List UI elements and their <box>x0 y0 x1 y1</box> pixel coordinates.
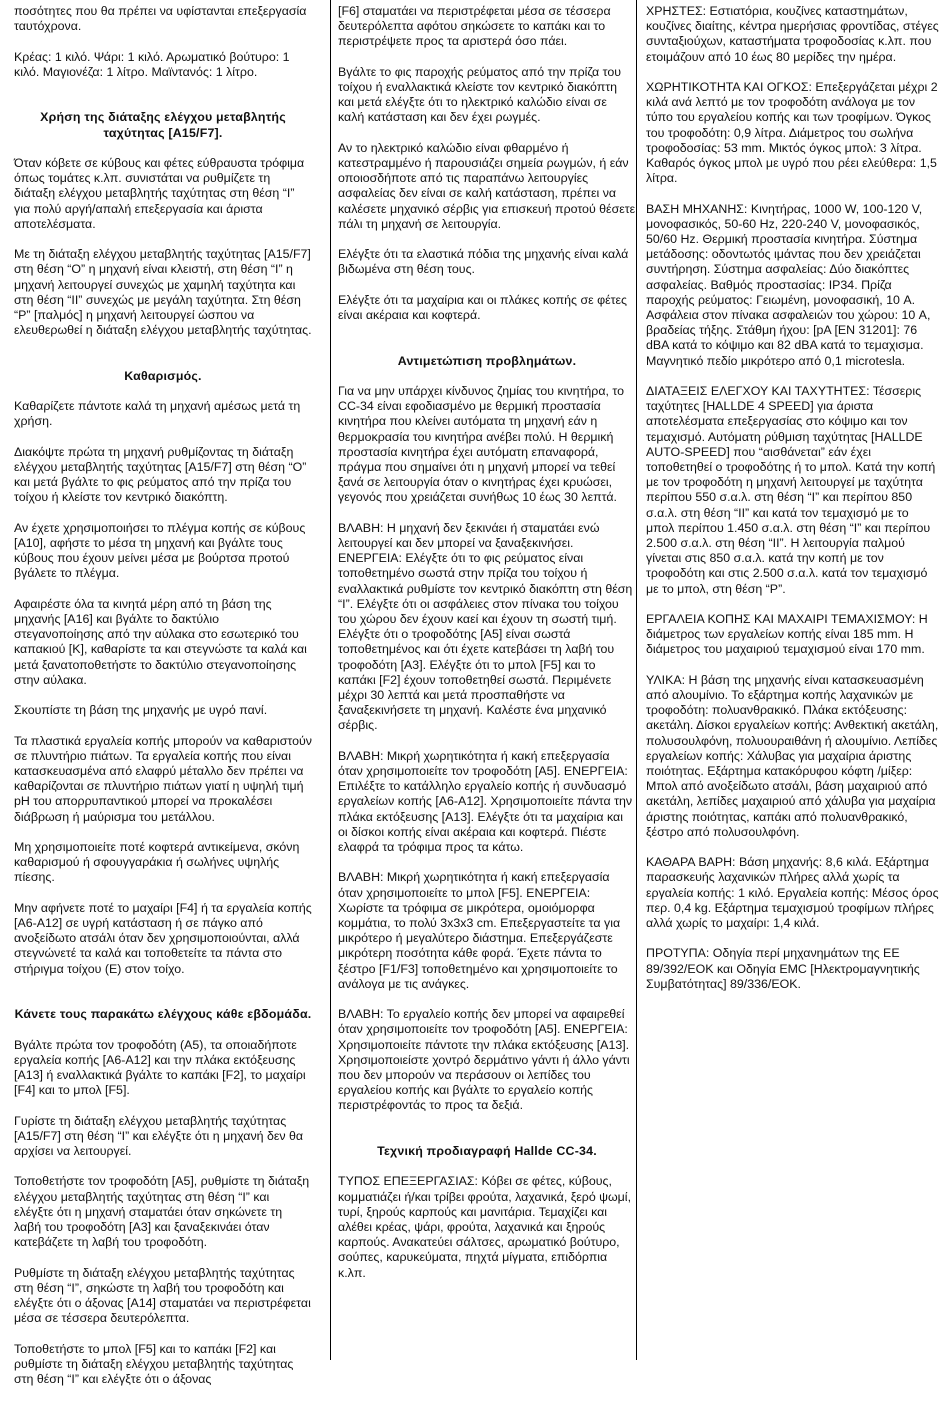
paragraph: ΠΡΟΤΥΠΑ: Οδηγία περί μηχανημάτων της ΕΕ 89/392/ΕΟΚ και Οδηγία EMC [Ηλεκτρομαγνητικής Συμβατότητας] 89/336/ΕΟΚ. <box>646 946 920 991</box>
paragraph: Ρυθμίστε τη διάταξη ελέγχου μεταβλητής ταχύτητας στη θέση “I”, σηκώστε τη λαβή του τροφοδότη και ελέγξτε ότι ο άξονας [A14] σταματάει να περιστρέφεται μέσα σε τέσσερα δευτερόλεπτα. <box>14 1265 311 1326</box>
paragraph: ΕΡΓΑΛΕΙΑ ΚΟΠΗΣ ΚΑΙ ΜΑΧΑΙΡΙ ΤΕΜΑΧΙΣΜΟΥ: Η διάμετρος των εργαλείων κοπής είναι 185 mm. Η διάμετρος του μαχαιριού τεμαχισμού είναι 170 mm. <box>646 612 928 657</box>
section-heading: Καθαρισμός. <box>124 368 202 383</box>
paragraph: ΒΑΣΗ ΜΗΧΑΝΗΣ: Κινητήρας, 1000 W, 100-120 V, μονοφασικός, 50-60 Hz, 220-240 V, μονοφασικός, 50/60 Hz. Θερμική προστασία κινητήρα. Σύστημα μετάδοσης: οδοντωτός ιμάντας που δεν χρειάζεται συντήρηση. Σύστημα ασφαλείας: Δύο διακόπτες ασφαλείας. Βαθμός προστασίας: IP34. Πρίζα παροχής ρεύματος: Γειωμένη, μονοφασική, 10 A. Ασφάλεια στον πίνακα ασφαλειών του χώρου: 10 A, βραδείας τήξης. Στάθμη ήχου: [pA [EN 31201]: 76 dBA κατά το κόψιμο και 82 dBA κατά το τεμαχισμα. Μαγνητικό πεδίο μικρότερο από 0,1 microtesla. <box>646 201 931 368</box>
section-spacer <box>338 338 636 353</box>
section-heading: Αντιμετώπιση προβλημάτων. <box>397 353 577 368</box>
paragraph: Γυρίστε τη διάταξη ελέγχου μεταβλητής ταχύτητας [A15/F7] στη θέση “I” και ελέγξτε ότι η μηχανή δεν θα αρχίσει να λειτουργεί. <box>14 1113 304 1158</box>
paragraph: Με τη διάταξη ελέγχου μεταβλητής ταχύτητας [A15/F7] στη θέση “O” η μηχανή είναι κλειστή, στη θέση “I” η μηχανή λειτουργεί συνεχώς με χαμηλή ταχύτητα και στη θέση “II” συνεχώς με μεγάλη ταχύτητα. Στη θέση “P” [παλμός] η μηχανή λειτουργεί ώσπου να ελευθερωθεί η διάταξη ελέγχου μεταβλητής ταχύτητας. <box>14 247 312 338</box>
paragraph: Αφαιρέστε όλα τα κινητά μέρη από τη βάση της μηχανής [A16] και βγάλτε το δακτύλιο στεγανοποίησης από την αύλακα στο εσωτερικό του καπακιού [K], καθαρίστε τα και στεγνώστε τα καλά και μετά ξανατοποθετήστε το δακτύλιο στεγανοποίησης στην αύλακα. <box>14 596 307 687</box>
column-divider <box>330 0 331 1360</box>
paragraph: ΧΩΡΗΤΙΚΟΤΗΤΑ ΚΑΙ ΟΓΚΟΣ: Επεξεργάζεται μέχρι 2 κιλά ανά λεπτό με τον τροφοδότη ανάλογα με τον τύπο του εργαλείου κοπής και των τροφίμων. Όγκος του τροφοδότη: 0,9 λίτρα. Διάμετρος του σωλήνα τροφοδοσίας: 53 mm. Μικτός όγκος μπολ: 3 λίτρα. Καθαρός όγκος μπολ με υγρό που ρέει ελεύθερα: 1,5 λίτρα. <box>646 80 938 186</box>
paragraph: Βγάλτε το φις παροχής ρεύματος από την πρίζα του τοίχου ή εναλλακτικά κλείστε τον κεντρικό διακόπτη και μετά ελέγξτε ότι το ηλεκτρικό καλώδιο είναι σε καλή κατάσταση και δεν έχει ρωγμές. <box>338 64 622 125</box>
document-page <box>14 0 940 1386</box>
paragraph: ΔΙΑΤΑΞΕΙΣ ΕΛΕΓΧΟΥ ΚΑΙ ΤΑΧΥΤΗΤΕΣ: Τέσσερις ταχύτητες [HALLDE 4 SPEED] για άριστα αποτελέσματα επεξεργασίας στο κόψιμο και τον τεμαχισμό. Αυτόματη ρύθμιση ταχύτητας [HALLDE AUTO-SPEED] που “αισθάνεται” εάν έχει τοποθετηθεί ο τροφοδότης ή το μπολ. Κατά την κοπή με τον τροφοδότη η μηχανή λειτουργεί με ταχύτητα περίπου 550 σ.α.λ. στη θέση “I” και περίπου 850 σ.α.λ. στη θέση “II” και κατά τον τεμαχισμό με το μπολ περίπου 1.450 σ.α.λ. στη θέση “I” και περίπου 2.500 σ.α.λ. στη θέση “II”. Η λειτουργία παλμού γίνεται στις 850 σ.α.λ. κατά την κοπή με τον τροφοδότη και στις 2.500 σ.α.λ. κατά τον τεμαχισμό με το μπολ, στη θέση “P”. <box>646 384 936 596</box>
paragraph: Για να μην υπάρχει κίνδυνος ζημίας του κινητήρα, το CC-34 είναι εφοδιασμένο με θερμική προστασία κινητήρα που κλείνει αυτόματα τη μηχανή εάν η θερμοκρασία του κινητήρα ανέβει πολύ. Η θερμική προστασία κινητήρα έχει αυτόματη επαναφορά, πράγμα που σημαίνει ότι η μηχανή μπορεί να τεθεί ξανά σε λειτουργία όταν ο κινητήρας έχει κρυώσει, γεγονός που χρειάζεται συνήθως 10 έως 30 λεπτά. <box>338 383 624 505</box>
section-spacer <box>338 1129 636 1144</box>
paragraph: Ελέγξτε ότι τα μαχαίρια και οι πλάκες κοπής σε φέτες είναι ακέραια και κοφτερά. <box>338 292 628 322</box>
paragraph: ποσότητες που θα πρέπει να υφίστανται επεξεργασία ταυτόχρονα. <box>14 4 307 34</box>
column-left <box>14 4 312 1402</box>
paragraph: [F6] σταματάει να περιστρέφεται μέσα σε τέσσερα δευτερόλεπτα αφότου σηκώσετε το καπάκι και το περιστρέψετε προς τα αριστερά όσο πάει. <box>338 4 611 49</box>
paragraph: Σκουπίστε τη βάση της μηχανής με υγρό πανί. <box>14 703 268 718</box>
paragraph: Ελέγξτε ότι τα ελαστικά πόδια της μηχανής είναι καλά βιδωμένα στη θέση τους. <box>338 247 629 277</box>
paragraph: Κρέας: 1 κιλό. Ψάρι: 1 κιλό. Αρωματικό βούτυρο: 1 κιλό. Μαγιονέζα: 1 λίτρο. Μαϊντανός: 1 λίτρο. <box>14 49 290 79</box>
paragraph: ΥΛΙΚΑ: Η βάση της μηχανής είναι κατασκευασμένη από αλουμίνιο. Το εξάρτημα κοπής λαχανικών με τροφοδότη: πολυανθρακικό. Πλάκα εκτόξευσης: ακετάλη. Δίσκοι εργαλείων κοπής: Ανθεκτική ακετάλη, πολυσουλφόνη, πολυουραιθάνη ή αλουμίνιο. Λεπίδες εργαλείων κοπής: Χάλυβας για μαχαίρια άριστης ποιότητας. Εξάρτημα κατακόρυφου κόφτη /μίξερ: Μπολ από ανοξείδωτο ατσάλι, βάση μαχαιριού από ακετάλη, λεπίδες μαχαιριού από χάλυβα για μαχαίρια άριστης ποιότητας, καπάκι από πολυανθρακικό, ξέστρο από πολυσουλφόνη. <box>646 672 939 839</box>
paragraph: ΤΥΠΟΣ ΕΠΕΞΕΡΓΑΣΙΑΣ: Κόβει σε φέτες, κύβους, κομματιάζει ή/και τρίβει φρούτα, λαχανικά, ξερό ψωμί, τυρί, ξηρούς καρπούς και μανιτάρια. Τεμαχίζει και αλέθει κρέας, ψάρι, φρούτα, λαχανικά και ξηρούς καρπούς. Ανακατεύει σάλτσες, αρωματικό βούτυρο, σούπες, καρυκεύματα, πηχτά μίγματα, επιδόρπια κ.λπ. <box>338 1174 632 1280</box>
section-heading: Χρήση της διάταξης ελέγχου μεταβλητής ταχύτητας [A15/F7]. <box>40 110 286 140</box>
column-middle <box>338 4 636 1296</box>
paragraph: ΧΡΗΣΤΕΣ: Εστιατόρια, κουζίνες καταστημάτων, κουζίνες διαίτης, κέντρα ημερήσιας φροντίδας, στέγες συνταξιούχων, καταστήματα τροφοδοσίας κ.λπ. που ετοιμάζουν από 10 έως 80 μερίδες την ημέρα. <box>646 4 939 64</box>
column-right <box>646 4 940 1007</box>
paragraph: Καθαρίζετε πάντοτε καλά τη μηχανή αμέσως μετά τη χρήση. <box>14 399 301 429</box>
section-spacer <box>14 354 312 369</box>
section-spacer <box>14 95 312 110</box>
section-spacer <box>14 992 312 1007</box>
paragraph: Τοποθετήστε το μπολ [F5] και το καπάκι [F2] και ρυθμίστε τη διάταξη ελέγχου μεταβλητής ταχύτητας στη θέση “I” και ελέγξτε ότι ο άξονας <box>14 1341 294 1386</box>
paragraph: Μη χρησιμοποιείτε ποτέ κοφτερά αντικείμενα, σκόνη καθαρισμού ή σφουγγαράκια ή σωλήνες υψηλής πίεσης. <box>14 839 300 885</box>
paragraph: Όταν κόβετε σε κύβους και φέτες εύθραυστα τρόφιμα όπως τομάτες κ.λπ. συνιστάται να ρυθμίζετε τη διάταξη ελέγχου μεταβλητής ταχύτητας στη θέση “I” για πολύ αργή/απαλή επεξεργασία και άριστα αποτελέσματα. <box>14 155 305 231</box>
paragraph: Αν έχετε χρησιμοποιήσει το πλέγμα κοπής σε κύβους [A10], αφήστε το μέσα τη μηχανή και βγάλτε τους κύβους που έχουν μείνει μέσα με βούρτσα προτού βγάλετε το πλέγμα. <box>14 520 306 581</box>
paragraph: Διακόψτε πρώτα τη μηχανή ρυθμίζοντας τη διάταξη ελέγχου μεταβλητής ταχύτητας [A15/F7] στη θέση “O” και μετά βγάλτε το φις ρεύματος από την πρίζα του τοίχου ή κλείστε τον κεντρικό διακόπτη. <box>14 444 307 505</box>
paragraph: ΚΑΘΑΡΑ ΒΑΡΗ: Βάση μηχανής: 8,6 κιλά. Εξάρτημα παρασκευής λαχανικών πλήρες αλλά χωρίς τα εργαλεία κοπής: 1 κιλό. Εργαλεία κοπής: Μέσος όρος περ. 0,4 kg. Εξάρτημα τεμαχισμού τροφίμων πλήρες αλλά χωρίς το μαχαίρι: 1,4 κιλά. <box>646 855 939 931</box>
section-heading: Τεχνική προδιαγραφή Hallde CC-34. <box>377 1144 597 1159</box>
paragraph: Τα πλαστικά εργαλεία κοπής μπορούν να καθαριστούν σε πλυντήριο πιάτων. Τα εργαλεία κοπής που είναι κατασκευασμένα από ελαφρύ μέταλλο δεν πρέπει να καθαρίζονται σε πλυντήριο πιάτων γιατί η υψηλή τιμή pH του απορρυπαντικού μπορεί να προκαλέσει διάβρωση ή μαύρισμα του μετάλλου. <box>14 733 312 824</box>
paragraph: ΒΛΑΒΗ: Η μηχανή δεν ξεκινάει ή σταματάει ενώ λειτουργεί και δεν μπορεί να ξαναξεκινήσει. ΕΝΕΡΓΕΙΑ: Ελέγξτε ότι το φις ρεύματος είναι τοποθετημένο σωστά στην πρίζα του τοίχου ή εναλλακτικά ρυθμίστε τον κεντρικό διακόπτη στη θέση “I”. Ελέγξτε ότι οι ασφάλειες στον πίνακα του τοίχου του χώρου δεν έχουν καεί και έχουν τη σωστή τιμή. Ελέγξτε ότι ο τροφοδότης [A5] είναι σωστά τοποθετημένος και ότι έχετε κατεβάσει τη λαβή του τροφοδότη [A3]. Ελέγξτε ότι το μπολ [F5] και το καπάκι [F2] έχουν τοποθετηθεί σωστά. Περιμένετε μέχρι 30 λεπτά και μετά προσπαθήστε να ξαναξεκινήσετε τη μηχανή. Καλέστε ένα μηχανικό σέρβις. <box>338 520 633 733</box>
paragraph: ΒΛΑΒΗ: Μικρή χωρητικότητα ή κακή επεξεργασία όταν χρησιμοποιείτε το μπολ [F5]. ΕΝΕΡΓΕΙΑ: Χωρίστε τα τρόφιμα σε μικρότερα, ομοιόμορφα κομμάτια, το πολύ 3x3x3 cm. Επεξεργαστείτε τα για μικρότερο ή μεγαλύτερο διάστημα. Επεξεργάζεστε μικρότερη ποσότητα κάθε φορά. Έχετε πάντα το ξέστρο [F1/F3] τοποθετημένο και χρησιμοποιείτε το ανάλογα με τις ανάγκες. <box>338 870 621 991</box>
section-heading: Κάνετε τους παρακάτω ελέγχους κάθε εβδομάδα. <box>14 1007 312 1022</box>
paragraph: Βγάλτε πρώτα τον τροφοδότη (A5), τα οποιαδήποτε εργαλεία κοπής [A6-A12] και την πλάκα εκτόξευσης [A13] ή εναλλακτικά βγάλτε το καπάκι [F2], το μαχαίρι [F4] και το μπολ [F5]. <box>14 1037 306 1098</box>
paragraph: ΒΛΑΒΗ: Μικρή χωρητικότητα ή κακή επεξεργασία όταν χρησιμοποιείτε τον τροφοδότη [A5]. ΕΝΕΡΓΕΙΑ: Επιλέξτε το κατάλληλο εργαλείο κοπής ή συνδυασμό εργαλείων κοπής [A6-A12]. Χρησιμοποιείτε πάντα την πλάκα εκτόξευσης [A13]. Ελέγξτε ότι τα μαχαίρια και οι δίσκοι κοπής είναι ακέραια και κοφτερά. Πιέστε ελαφρά τα τρόφιμα προς τα κάτω. <box>338 748 633 855</box>
paragraph: ΒΛΑΒΗ: Το εργαλείο κοπής δεν μπορεί να αφαιρεθεί όταν χρησιμοποιείτε τον τροφοδότη [A5]. ΕΝΕΡΓΕΙΑ: Χρησιμοποιείτε πάντοτε την πλάκα εκτόξευσης [A13]. Χρησιμοποιείστε χοντρό δερμάτινο γάντι ή άλλο γάντι που δεν μπορούν να περάσουν οι λεπίδες του εργαλείου κοπής και βγάλτε το εργαλείο κοπής περιστρέφοντάς το προς τα δεξιά. <box>338 1007 630 1113</box>
column-divider <box>636 0 637 1360</box>
paragraph: Τοποθετήστε τον τροφοδότη [A5], ρυθμίστε τη διάταξη ελέγχου μεταβλητής ταχύτητας στη θέση “I” και ελέγξτε ότι η μηχανή σταματάει όταν σηκώνετε τη λαβή του τροφοδότη [A3] και ξαναξεκινάει όταν κατεβάζετε τη λαβή του τροφοδότη. <box>14 1174 310 1250</box>
paragraph: Αν το ηλεκτρικό καλώδιο είναι φθαρμένο ή κατεστραμμένο ή παρουσιάζει σημεία ρωγμών, ή εάν οποιοσδήποτε από τις παραπάνω λειτουργίες ασφαλείας δεν είναι σε καλή κατάσταση, πρέπει να καλέσετε μηχανικό σέρβις για επισκευή προτού θέσετε πάλι τη μηχανή σε λειτουργία. <box>338 140 636 231</box>
paragraph: Μην αφήνετε ποτέ το μαχαίρι [F4] ή τα εργαλεία κοπής [A6-A12] σε υγρή κατάσταση ή σε πάγκο από ανοξείδωτο ατσάλι όταν δεν χρησιμοποιούνται, αλλά στεγνώνετέ τα καλά και τοποθετείτε τα πάντα στο στήριγμα τοίχου (E) στον τοίχο. <box>14 900 312 976</box>
